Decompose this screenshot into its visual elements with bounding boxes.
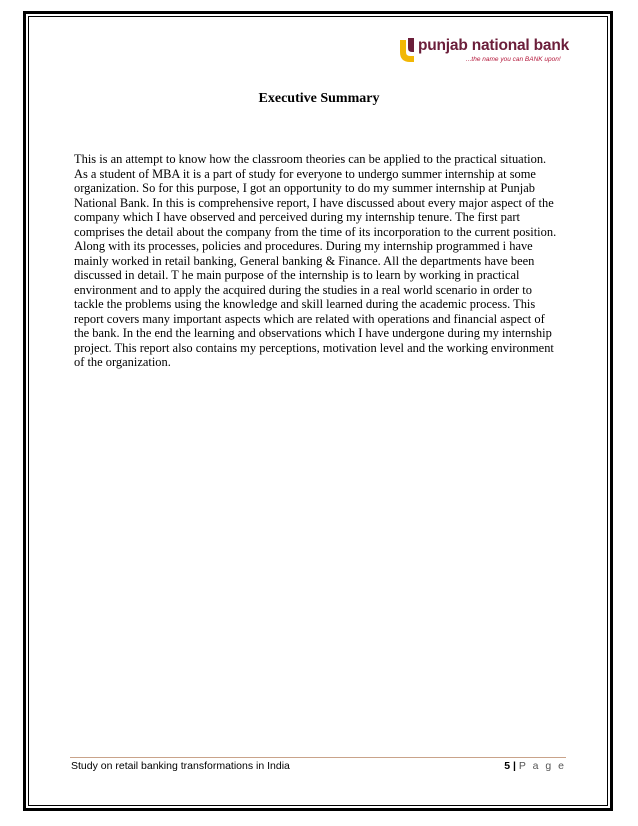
footer-page-indicator <box>504 760 566 772</box>
footer-separator: | <box>513 760 516 772</box>
footer-page-number: 5 <box>504 760 511 772</box>
executive-summary-paragraph: This is an attempt to know how the classroom theories can be applied to the practical situation. As a student of MBA it is a part of study for everyone to undergo summer internship at some organization. So for this purpose, I got an opportunity to do my summer internship at Punjab National Bank. In this is comprehensive report, I have discussed about every major aspect of the company which I have observed and perceived during my internship tenure. The first part comprises the detail about the company from the time of its incorporation to the current position. Along with its processes, policies and procedures. During my internship programmed i have mainly worked in retail banking, General banking & Finance. All the departments have been discussed in detail. T he main purpose of the internship is to learn by working in practical environment and to apply the acquired during the studies in a real world scenario in order to tackle the problems using the knowledge and skill learned during the academic process. This report covers many important aspects which are related with operations and financial aspect of the bank. In the end the learning and observations which I have undergone during my internship project. This report also contains my perceptions, motivation level and the working environment of the organization. <box>74 152 557 369</box>
logo-tagline: ...the name you can BANK upon! <box>466 56 561 63</box>
page-border-inner <box>28 16 608 806</box>
footer-page-label: P a g e <box>518 760 566 772</box>
logo-bank-name: punjab national bank <box>418 37 570 54</box>
footer-document-title: Study on retail banking transformations in India <box>71 760 290 772</box>
pnb-logo <box>396 36 570 72</box>
page-title: Executive Summary <box>258 91 380 106</box>
footer-divider <box>70 757 566 758</box>
